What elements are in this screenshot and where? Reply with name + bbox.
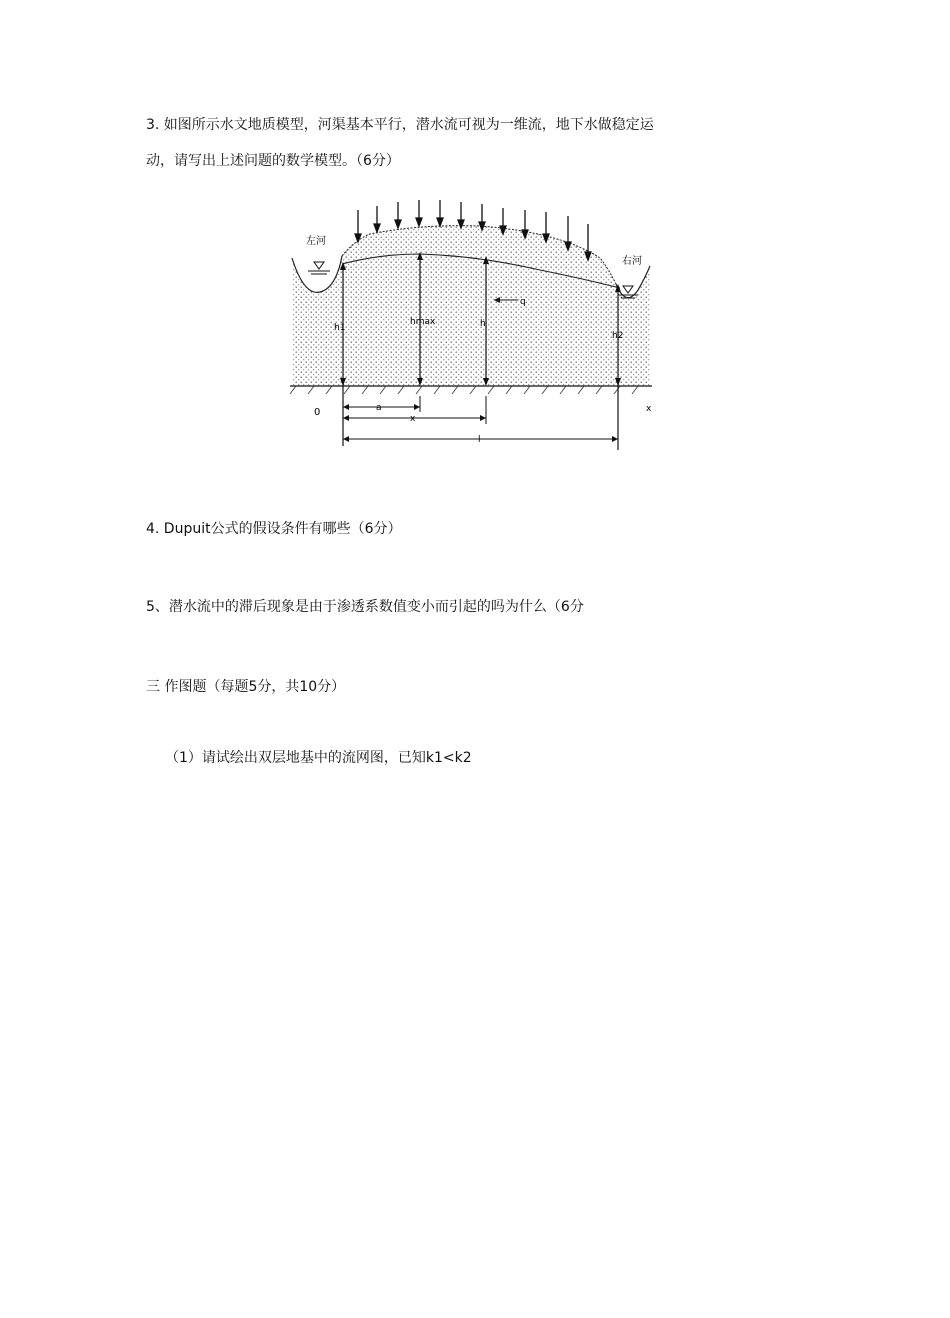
q-label: q [520, 297, 526, 307]
aquifer-stipple [292, 226, 650, 386]
question-5: 5、潜水流中的滞后现象是由于渗透系数值变小而引起的吗为什么（6分 [146, 599, 584, 615]
l-label: l [478, 435, 481, 445]
hydrogeology-figure [280, 196, 670, 458]
question-4: 4. Dupuit公式的假设条件有哪些（6分） [146, 521, 402, 537]
right-water-level-icon [623, 286, 633, 293]
h-label: h [480, 319, 486, 329]
section-3-item-1: （1）请试绘出双层地基中的流网图，已知k1<k2 [165, 750, 472, 766]
left-river-label: 左河 [306, 236, 326, 247]
base-hatching [290, 386, 638, 394]
origin-label: 0 [314, 407, 321, 418]
x-label: x [410, 414, 416, 424]
question-3-line-1: 3. 如图所示水文地质模型，河渠基本平行，潜水流可视为一维流，地下水做稳定运 [146, 117, 654, 133]
right-river-label: 右河 [622, 256, 642, 267]
a-label: a [376, 403, 382, 413]
question-3-line-2: 动，请写出上述问题的数学模型。（6分） [146, 153, 400, 169]
h2-label: h2 [612, 331, 624, 341]
section-3-heading: 三 作图题（每题5分，共10分） [146, 679, 346, 695]
hmax-label: hmax [410, 317, 436, 327]
left-water-level-icon [314, 262, 324, 269]
x-axis-label: x [646, 404, 652, 414]
h1-label: h1 [334, 323, 346, 333]
